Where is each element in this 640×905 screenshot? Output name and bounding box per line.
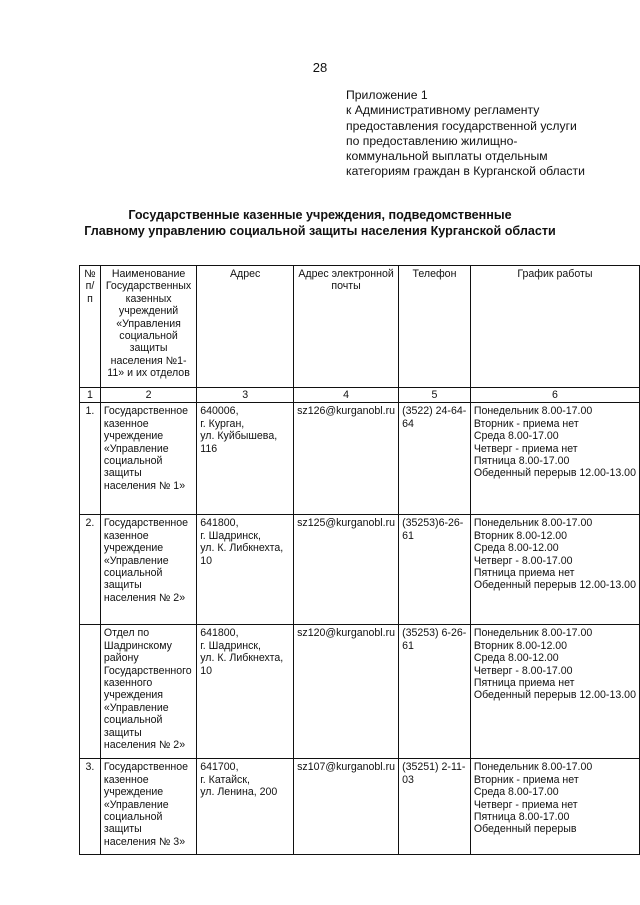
address-cell bbox=[197, 403, 294, 515]
schedule-line: Обеденный перерыв 12.00-13.00 bbox=[473, 467, 636, 480]
phone-cell: (35253)6-26-61 bbox=[399, 515, 471, 625]
document-title bbox=[0, 207, 640, 239]
phone-cell: (35251) 2-11-03 bbox=[399, 759, 471, 855]
address-line: ул. Ленина, 200 bbox=[200, 786, 278, 799]
schedule-line: Пятница приема нет bbox=[473, 677, 575, 690]
schedule-line: Вторник 8.00-12.00 bbox=[473, 529, 568, 542]
address-cell bbox=[197, 759, 294, 855]
column-number: 5 bbox=[399, 388, 471, 403]
address-line: ул. К. Либкнехта, 10 bbox=[200, 652, 284, 677]
header-cell: Адрес электронной почты bbox=[294, 266, 399, 388]
header-row bbox=[80, 266, 640, 388]
address-line: 641800, bbox=[200, 627, 239, 640]
column-number: 2 bbox=[100, 388, 196, 403]
schedule-line: Понедельник 8.00-17.00 bbox=[473, 627, 593, 640]
email-cell: sz107@kurganobl.ru bbox=[294, 759, 399, 855]
address-line: г. Шадринск, bbox=[200, 529, 261, 542]
address-cell bbox=[197, 625, 294, 759]
appendix-line: к Административному регламенту bbox=[346, 103, 540, 118]
appendix-line: Приложение 1 bbox=[346, 88, 428, 102]
schedule-line: Вторник - приема нет bbox=[473, 773, 579, 786]
schedule-line: Понедельник 8.00-17.00 bbox=[473, 761, 593, 774]
schedule-line: Среда 8.00-17.00 bbox=[473, 786, 559, 799]
header-cell: Адрес bbox=[197, 266, 294, 388]
schedule-line: Понедельник 8.00-17.00 bbox=[473, 517, 593, 530]
header-cell: Телефон bbox=[399, 266, 471, 388]
schedule-line: Четверг - 8.00-17.00 bbox=[473, 554, 573, 567]
address-line: 640006, bbox=[200, 405, 239, 418]
row-number: 3. bbox=[80, 759, 101, 855]
table-row bbox=[80, 515, 640, 625]
title-line: Государственные казенные учреждения, подведомственные bbox=[128, 208, 512, 222]
institution-name: Государственное казенное учреждение «Управление социальной защиты населения № 1» bbox=[100, 403, 196, 515]
column-number-row bbox=[80, 388, 640, 403]
schedule-line: Четверг - приема нет bbox=[473, 442, 578, 455]
address-line: г. Курган, bbox=[200, 417, 245, 430]
institution-name: Государственное казенное учреждение «Управление социальной защиты населения № 3» bbox=[100, 759, 196, 855]
schedule-cell bbox=[470, 625, 639, 759]
schedule-line: Обеденный перерыв 12.00-13.00 bbox=[473, 579, 636, 592]
institution-name: Государственное казенное учреждение «Управление социальной защиты населения № 2» bbox=[100, 515, 196, 625]
appendix-line: по предоставлению жилищно- bbox=[346, 133, 518, 148]
page-number: 28 bbox=[312, 60, 328, 75]
schedule-cell bbox=[470, 403, 639, 515]
institution-name: Отдел по Шадринскому району Государственного казенного учреждения «Управление социальной защиты населения № 2» bbox=[100, 625, 196, 759]
row-number: 2. bbox=[80, 515, 101, 625]
address-line: 641800, bbox=[200, 517, 239, 530]
schedule-line: Вторник - приема нет bbox=[473, 417, 579, 430]
appendix-line: предоставления государственной услуги bbox=[346, 118, 577, 133]
schedule-cell bbox=[470, 759, 639, 855]
schedule-line: Пятница 8.00-17.00 bbox=[473, 811, 570, 824]
header-cell: Наименование Государственных казенных учреждений «Управления социальной защиты населения №1-11» и их отделов bbox=[100, 266, 196, 388]
schedule-line: Обеденный перерыв 12.00-13.00 bbox=[473, 689, 636, 702]
schedule-line: Среда 8.00-12.00 bbox=[473, 652, 559, 665]
column-number: 3 bbox=[197, 388, 294, 403]
schedule-line: Среда 8.00-17.00 bbox=[473, 430, 559, 443]
header-cell: № п/п bbox=[80, 266, 101, 388]
title-line: Главному управлению социальной защиты населения Курганской области bbox=[84, 224, 556, 238]
address-line: ул. Куйбышева, 116 bbox=[200, 430, 278, 455]
row-number bbox=[80, 625, 101, 759]
row-number: 1. bbox=[80, 403, 101, 515]
schedule-line: Четверг - 8.00-17.00 bbox=[473, 664, 573, 677]
table-row bbox=[80, 625, 640, 759]
schedule-line: Среда 8.00-12.00 bbox=[473, 542, 559, 555]
column-number: 4 bbox=[294, 388, 399, 403]
appendix-note bbox=[346, 88, 626, 180]
address-cell bbox=[197, 515, 294, 625]
table-row bbox=[80, 759, 640, 855]
email-cell: sz126@kurganobl.ru bbox=[294, 403, 399, 515]
schedule-line: Обеденный перерыв bbox=[473, 823, 577, 836]
schedule-cell bbox=[470, 515, 639, 625]
schedule-line: Четверг - приема нет bbox=[473, 798, 578, 811]
address-line: г. Катайск, bbox=[200, 773, 250, 786]
schedule-line: Пятница 8.00-17.00 bbox=[473, 455, 570, 468]
schedule-line: Пятница приема нет bbox=[473, 567, 575, 580]
phone-cell: (35253) 6-26-61 bbox=[399, 625, 471, 759]
column-number: 1 bbox=[80, 388, 101, 403]
address-line: г. Шадринск, bbox=[200, 639, 261, 652]
institutions-table bbox=[79, 265, 640, 855]
schedule-line: Понедельник 8.00-17.00 bbox=[473, 405, 593, 418]
appendix-line: категориям граждан в Курганской области bbox=[346, 164, 585, 179]
address-line: 641700, bbox=[200, 761, 239, 774]
email-cell: sz125@kurganobl.ru bbox=[294, 515, 399, 625]
header-cell: График работы bbox=[470, 266, 639, 388]
address-line: ул. К. Либкнехта, 10 bbox=[200, 542, 284, 567]
column-number: 6 bbox=[470, 388, 639, 403]
table-row bbox=[80, 403, 640, 515]
schedule-line: Вторник 8.00-12.00 bbox=[473, 639, 568, 652]
appendix-line: коммунальной выплаты отдельным bbox=[346, 149, 548, 164]
email-cell: sz120@kurganobl.ru bbox=[294, 625, 399, 759]
phone-cell: (3522) 24-64-64 bbox=[399, 403, 471, 515]
